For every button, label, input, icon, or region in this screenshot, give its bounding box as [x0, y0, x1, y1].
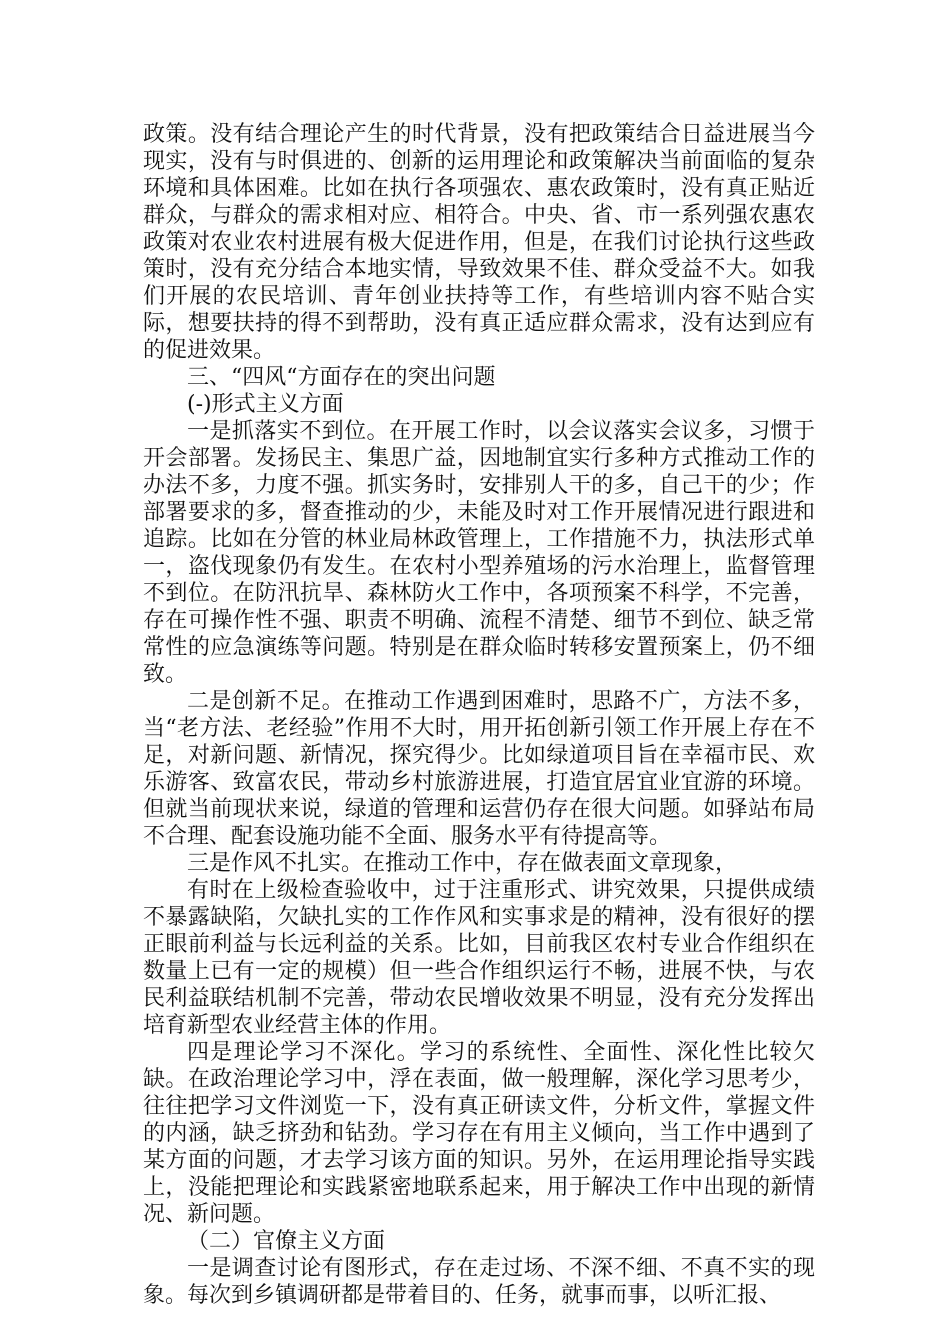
paragraph-research: 一是调查讨论有图形式，存在走过场、不深不细、不真不实的现象。每次到乡镇调研都是带着目的、任务，就事而事，以听汇报、	[143, 1256, 815, 1308]
subsection-heading-formalism: (-)形式主义方面	[187, 392, 344, 417]
paragraph-policy-continuation: 政策。没有结合理论产生的时代背景，没有把政策结合日益进展当今现实，没有与时俱进的、创新的运用理论和政策解决当前面临的复杂环境和具体困难。比如在执行各项强农、惠农政策时，没有真正贴近群众，与群众的需求相对应、相符合。中央、省、市一系列强农惠农政策对农业农村进展有极大促进作用，但是，在我们讨论执行这些政策时，没有充分结合本地实情，导致效果不佳、群众受益不大。如我们开展的农民培训、青年创业扶持等工作，有些培训内容不贴合实际，想要扶持的得不到帮助，没有真正适应群众需求，没有达到应有的促进效果。	[143, 122, 815, 363]
paragraph-innovation: 二是创新不足。在推动工作遇到困难时，思路不广，方法不多，当“老方法、老经验”作用不大时，用开拓创新引领工作开展上存在不足，对新问题、新情况，探究得少。比如绿道项目旨在幸福市民、欢乐游客、致富农民，带动乡村旅游进展，打造宜居宜业宜游的环境。但就当前现状来说，绿道的管理和运营仍存在很大问题。如驿站布局不合理、配套设施功能不全面、服务水平有待提高等。	[143, 689, 815, 849]
section-heading-four-winds: 三、“四风“方面存在的突出问题	[187, 365, 496, 390]
paragraph-work-style: 三是作风不扎实。在推动工作中，存在做表面文章现象，	[187, 851, 738, 876]
paragraph-inspection: 有时在上级检查验收中，过于注重形式、讲究效果，只提供成绩不暴露缺陷，欠缺扎实的工作作风和实事求是的精神，没有很好的摆正眼前利益与长远利益的关系。比如，目前我区农村专业合作组织在数量上已有一定的规模）但一些合作组织运行不畅，进展不快，与农民利益联结机制不完善，带动农民增收效果不明显，没有充分发挥出培育新型农业经营主体的作用。	[143, 878, 815, 1038]
document-page	[143, 121, 815, 1309]
paragraph-implementation: 一是抓落实不到位。在开展工作时，以会议落实会议多，习惯于开会部署。发扬民主、集思广益，因地制宜实行多种方式推动工作的办法不多，力度不强。抓实务时，安排别人干的多，自己干的少；作部署要求的多，督查推动的少，未能及时对工作开展情况进行跟进和追踪。比如在分管的林业局林政管理上，工作措施不力，执法形式单一，盗伐现象仍有发生。在农村小型养殖场的污水治理上，监督管理不到位。在防汛抗旱、森林防火工作中，各项预案不科学，不完善，存在可操作性不强、职责不明确、流程不清楚、细节不到位、缺乏常常性的应急演练等问题。特别是在群众临时转移安置预案上，仍不细致。	[143, 419, 815, 687]
paragraph-theory-study: 四是理论学习不深化。学习的系统性、全面性、深化性比较欠缺。在政治理论学习中，浮在表面，做一般理解，深化学习思考少，往往把学习文件浏览一下，没有真正研读文件，分析文件，掌握文件的内涵，缺乏挤劲和钻劲。学习存在有用主义倾向，当工作中遇到了某方面的问题，才去学习该方面的知识。另外，在运用理论指导实践上，没能把理论和实践紧密地联系起来，用于解决工作中出现的新情况、新问题。	[143, 1040, 815, 1227]
subsection-heading-bureaucratism: （二）官僚主义方面	[187, 1229, 386, 1254]
